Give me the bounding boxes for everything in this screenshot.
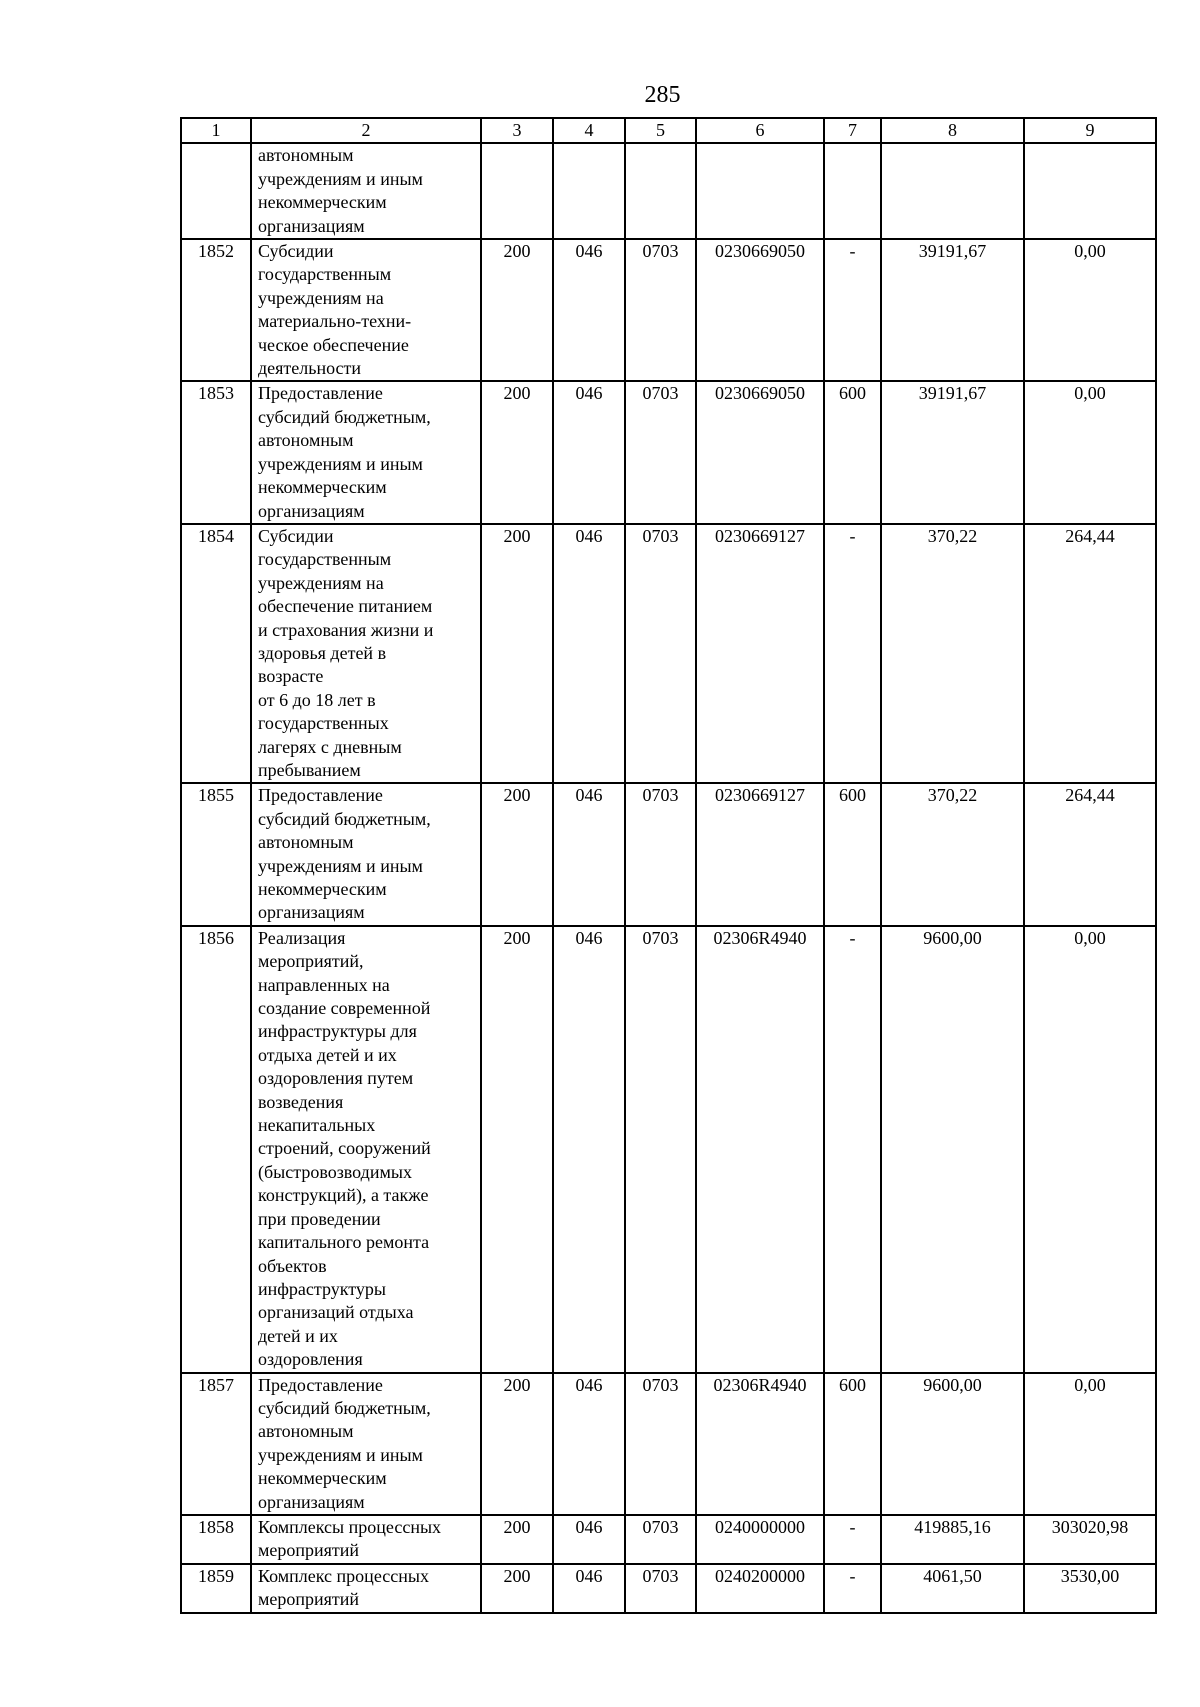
amount-cell — [1024, 143, 1156, 239]
row-name-line: возведения — [258, 1091, 344, 1112]
row-name-line: Реализация — [258, 927, 346, 948]
code-cell: 02306R4940 — [696, 1373, 824, 1515]
amount-cell: 264,44 — [1024, 524, 1156, 783]
code-cell: 600 — [824, 1373, 881, 1515]
row-number-cell: 1856 — [181, 926, 251, 1373]
row-name-line: отдыха детей и их — [258, 1044, 397, 1065]
row-name-cell — [251, 1373, 481, 1515]
code-cell: 046 — [553, 783, 625, 925]
amount-cell: 39191,67 — [881, 239, 1024, 381]
code-cell — [625, 143, 696, 239]
table-row — [181, 1564, 1156, 1613]
row-name-line: строений, сооружений — [258, 1138, 431, 1159]
table-row — [181, 239, 1156, 381]
row-name-line: инфраструктуры — [258, 1278, 386, 1299]
row-name-line: возрасте — [258, 666, 324, 687]
row-name-line: учреждениям и иным — [258, 855, 423, 876]
row-name-line: оздоровления — [258, 1349, 363, 1370]
row-name-line: автономным — [258, 1421, 354, 1442]
table-row — [181, 783, 1156, 925]
row-name-line: капитального ремонта — [258, 1232, 430, 1253]
row-name-cell — [251, 239, 481, 381]
code-cell: - — [824, 524, 881, 783]
amount-cell: 370,22 — [881, 783, 1024, 925]
column-header: 9 — [1024, 118, 1156, 143]
budget-table — [180, 117, 1157, 1614]
amount-cell: 264,44 — [1024, 783, 1156, 925]
row-name-line: Предоставление — [258, 1374, 383, 1395]
row-name-line: государственным — [258, 264, 392, 285]
amount-cell: 370,22 — [881, 524, 1024, 783]
row-name-line: детей и их — [258, 1325, 338, 1346]
row-name-cell — [251, 926, 481, 1373]
code-cell: 600 — [824, 783, 881, 925]
row-name-line: инфраструктуры для — [258, 1021, 417, 1042]
code-cell: 200 — [481, 381, 553, 523]
code-cell — [696, 143, 824, 239]
row-name-line: оздоровления путем — [258, 1068, 414, 1089]
code-cell: 046 — [553, 1373, 625, 1515]
row-name-line: учреждениям на — [258, 572, 384, 593]
row-name-line: некоммерческим — [258, 1468, 387, 1489]
code-cell: 046 — [553, 381, 625, 523]
code-cell: 0240000000 — [696, 1515, 824, 1564]
row-name-line: Предоставление — [258, 785, 383, 806]
column-header: 8 — [881, 118, 1024, 143]
row-name-line: Субсидии — [258, 241, 334, 262]
row-name-line: организациям — [258, 500, 365, 521]
amount-cell: 0,00 — [1024, 239, 1156, 381]
row-name-line: автономным — [258, 145, 354, 166]
row-name-line: Предоставление — [258, 383, 383, 404]
code-cell: 200 — [481, 926, 553, 1373]
code-cell: 0703 — [625, 926, 696, 1373]
row-name-cell — [251, 1515, 481, 1564]
code-cell: 200 — [481, 524, 553, 783]
row-name-line: организациям — [258, 215, 365, 236]
row-number-cell: 1854 — [181, 524, 251, 783]
code-cell: - — [824, 926, 881, 1373]
row-name-cell — [251, 783, 481, 925]
code-cell: 046 — [553, 1564, 625, 1613]
header-row — [181, 118, 1156, 143]
column-header: 2 — [251, 118, 481, 143]
row-name-line: (быстровозводимых — [258, 1161, 412, 1182]
table-row — [181, 1515, 1156, 1564]
code-cell: 0703 — [625, 239, 696, 381]
row-number-cell: 1859 — [181, 1564, 251, 1613]
table-row — [181, 143, 1156, 239]
code-cell: 200 — [481, 783, 553, 925]
row-name-line: учреждениям и иным — [258, 168, 423, 189]
row-name-cell — [251, 524, 481, 783]
row-name-line: лагерях с дневным — [258, 736, 402, 757]
code-cell: - — [824, 239, 881, 381]
table-row — [181, 1373, 1156, 1515]
amount-cell: 9600,00 — [881, 926, 1024, 1373]
row-name-line: некоммерческим — [258, 477, 387, 498]
page-number: 285 — [644, 82, 681, 108]
code-cell: 0703 — [625, 1515, 696, 1564]
code-cell: 0230669127 — [696, 783, 824, 925]
column-header: 7 — [824, 118, 881, 143]
row-name-line: Комплекс процессных — [258, 1565, 429, 1586]
row-name-line: объектов — [258, 1255, 327, 1276]
row-name-line: Субсидии — [258, 525, 334, 546]
row-name-line: некапитальных — [258, 1115, 376, 1136]
amount-cell: 39191,67 — [881, 381, 1024, 523]
column-header: 5 — [625, 118, 696, 143]
row-name-line: мероприятий — [258, 1540, 360, 1561]
row-name-line: пребыванием — [258, 759, 361, 780]
row-name-line: мероприятий — [258, 1589, 360, 1610]
table-row — [181, 524, 1156, 783]
code-cell: 046 — [553, 1515, 625, 1564]
table-row — [181, 926, 1156, 1373]
code-cell: 600 — [824, 381, 881, 523]
row-name-line: некоммерческим — [258, 879, 387, 899]
column-header: 4 — [553, 118, 625, 143]
column-header: 3 — [481, 118, 553, 143]
code-cell: 200 — [481, 1515, 553, 1564]
amount-cell: 9600,00 — [881, 1373, 1024, 1515]
code-cell: 0230669050 — [696, 239, 824, 381]
code-cell: 200 — [481, 239, 553, 381]
amount-cell — [881, 143, 1024, 239]
row-name-line: ческое обеспечение — [258, 334, 409, 355]
row-name-line: государственным — [258, 549, 392, 570]
row-name-line: субсидий бюджетным, — [258, 808, 431, 829]
column-header: 6 — [696, 118, 824, 143]
amount-cell: 3530,00 — [1024, 1564, 1156, 1613]
row-name-line: от 6 до 18 лет в — [258, 689, 376, 710]
code-cell: 0230669050 — [696, 381, 824, 523]
row-name-line: конструкций), а также — [258, 1185, 429, 1206]
code-cell: 0703 — [625, 381, 696, 523]
row-name-line: учреждениям на — [258, 287, 384, 308]
row-name-line: Комплексы процессных — [258, 1516, 442, 1537]
code-cell: 02306R4940 — [696, 926, 824, 1373]
code-cell: 0703 — [625, 783, 696, 925]
code-cell: 046 — [553, 524, 625, 783]
code-cell: 200 — [481, 1564, 553, 1613]
row-number-cell: 1858 — [181, 1515, 251, 1564]
amount-cell: 419885,16 — [881, 1515, 1024, 1564]
code-cell: 200 — [481, 1373, 553, 1515]
row-name-line: обеспечение питанием — [258, 596, 433, 617]
row-name-line: и страхования жизни и — [258, 619, 434, 640]
amount-cell: 0,00 — [1024, 381, 1156, 523]
code-cell: 0230669127 — [696, 524, 824, 783]
row-name-line: организациям — [258, 902, 365, 923]
table-row — [181, 381, 1156, 523]
row-name-line: направленных на — [258, 974, 390, 995]
row-name-line: организаций отдыха — [258, 1302, 414, 1323]
row-name-line: мероприятий, — [258, 951, 364, 972]
code-cell: 0703 — [625, 1564, 696, 1613]
row-name-line: при проведении — [258, 1208, 381, 1229]
code-cell: 0703 — [625, 1373, 696, 1515]
row-name-line: автономным — [258, 832, 354, 853]
row-name-line: здоровья детей в — [258, 642, 387, 663]
row-name-line: деятельности — [258, 358, 362, 379]
row-name-line: субсидий бюджетным, — [258, 1397, 431, 1418]
row-name-line: некоммерческим — [258, 192, 387, 213]
row-name-line: субсидий бюджетным, — [258, 406, 431, 427]
row-number-cell — [181, 143, 251, 239]
row-name-cell — [251, 143, 481, 239]
amount-cell: 0,00 — [1024, 1373, 1156, 1515]
code-cell: - — [824, 1515, 881, 1564]
row-name-line: создание современной — [258, 998, 431, 1019]
row-name-line: материально-техни- — [258, 311, 412, 332]
row-name-line: учреждениям и иным — [258, 453, 423, 474]
code-cell — [481, 143, 553, 239]
row-name-line: организациям — [258, 1491, 365, 1512]
amount-cell: 4061,50 — [881, 1564, 1024, 1613]
code-cell: 046 — [553, 239, 625, 381]
amount-cell: 0,00 — [1024, 926, 1156, 1373]
row-name-line: автономным — [258, 430, 354, 451]
code-cell — [553, 143, 625, 239]
row-name-line: государственных — [258, 713, 389, 734]
row-name-line: учреждениям и иным — [258, 1444, 423, 1465]
column-header: 1 — [181, 118, 251, 143]
row-name-cell — [251, 381, 481, 523]
row-number-cell: 1855 — [181, 783, 251, 925]
row-number-cell: 1852 — [181, 239, 251, 381]
code-cell — [824, 143, 881, 239]
code-cell: 0703 — [625, 524, 696, 783]
code-cell: 046 — [553, 926, 625, 1373]
code-cell: - — [824, 1564, 881, 1613]
row-number-cell: 1857 — [181, 1373, 251, 1515]
row-number-cell: 1853 — [181, 381, 251, 523]
amount-cell: 303020,98 — [1024, 1515, 1156, 1564]
row-name-cell — [251, 1564, 481, 1613]
code-cell: 0240200000 — [696, 1564, 824, 1613]
